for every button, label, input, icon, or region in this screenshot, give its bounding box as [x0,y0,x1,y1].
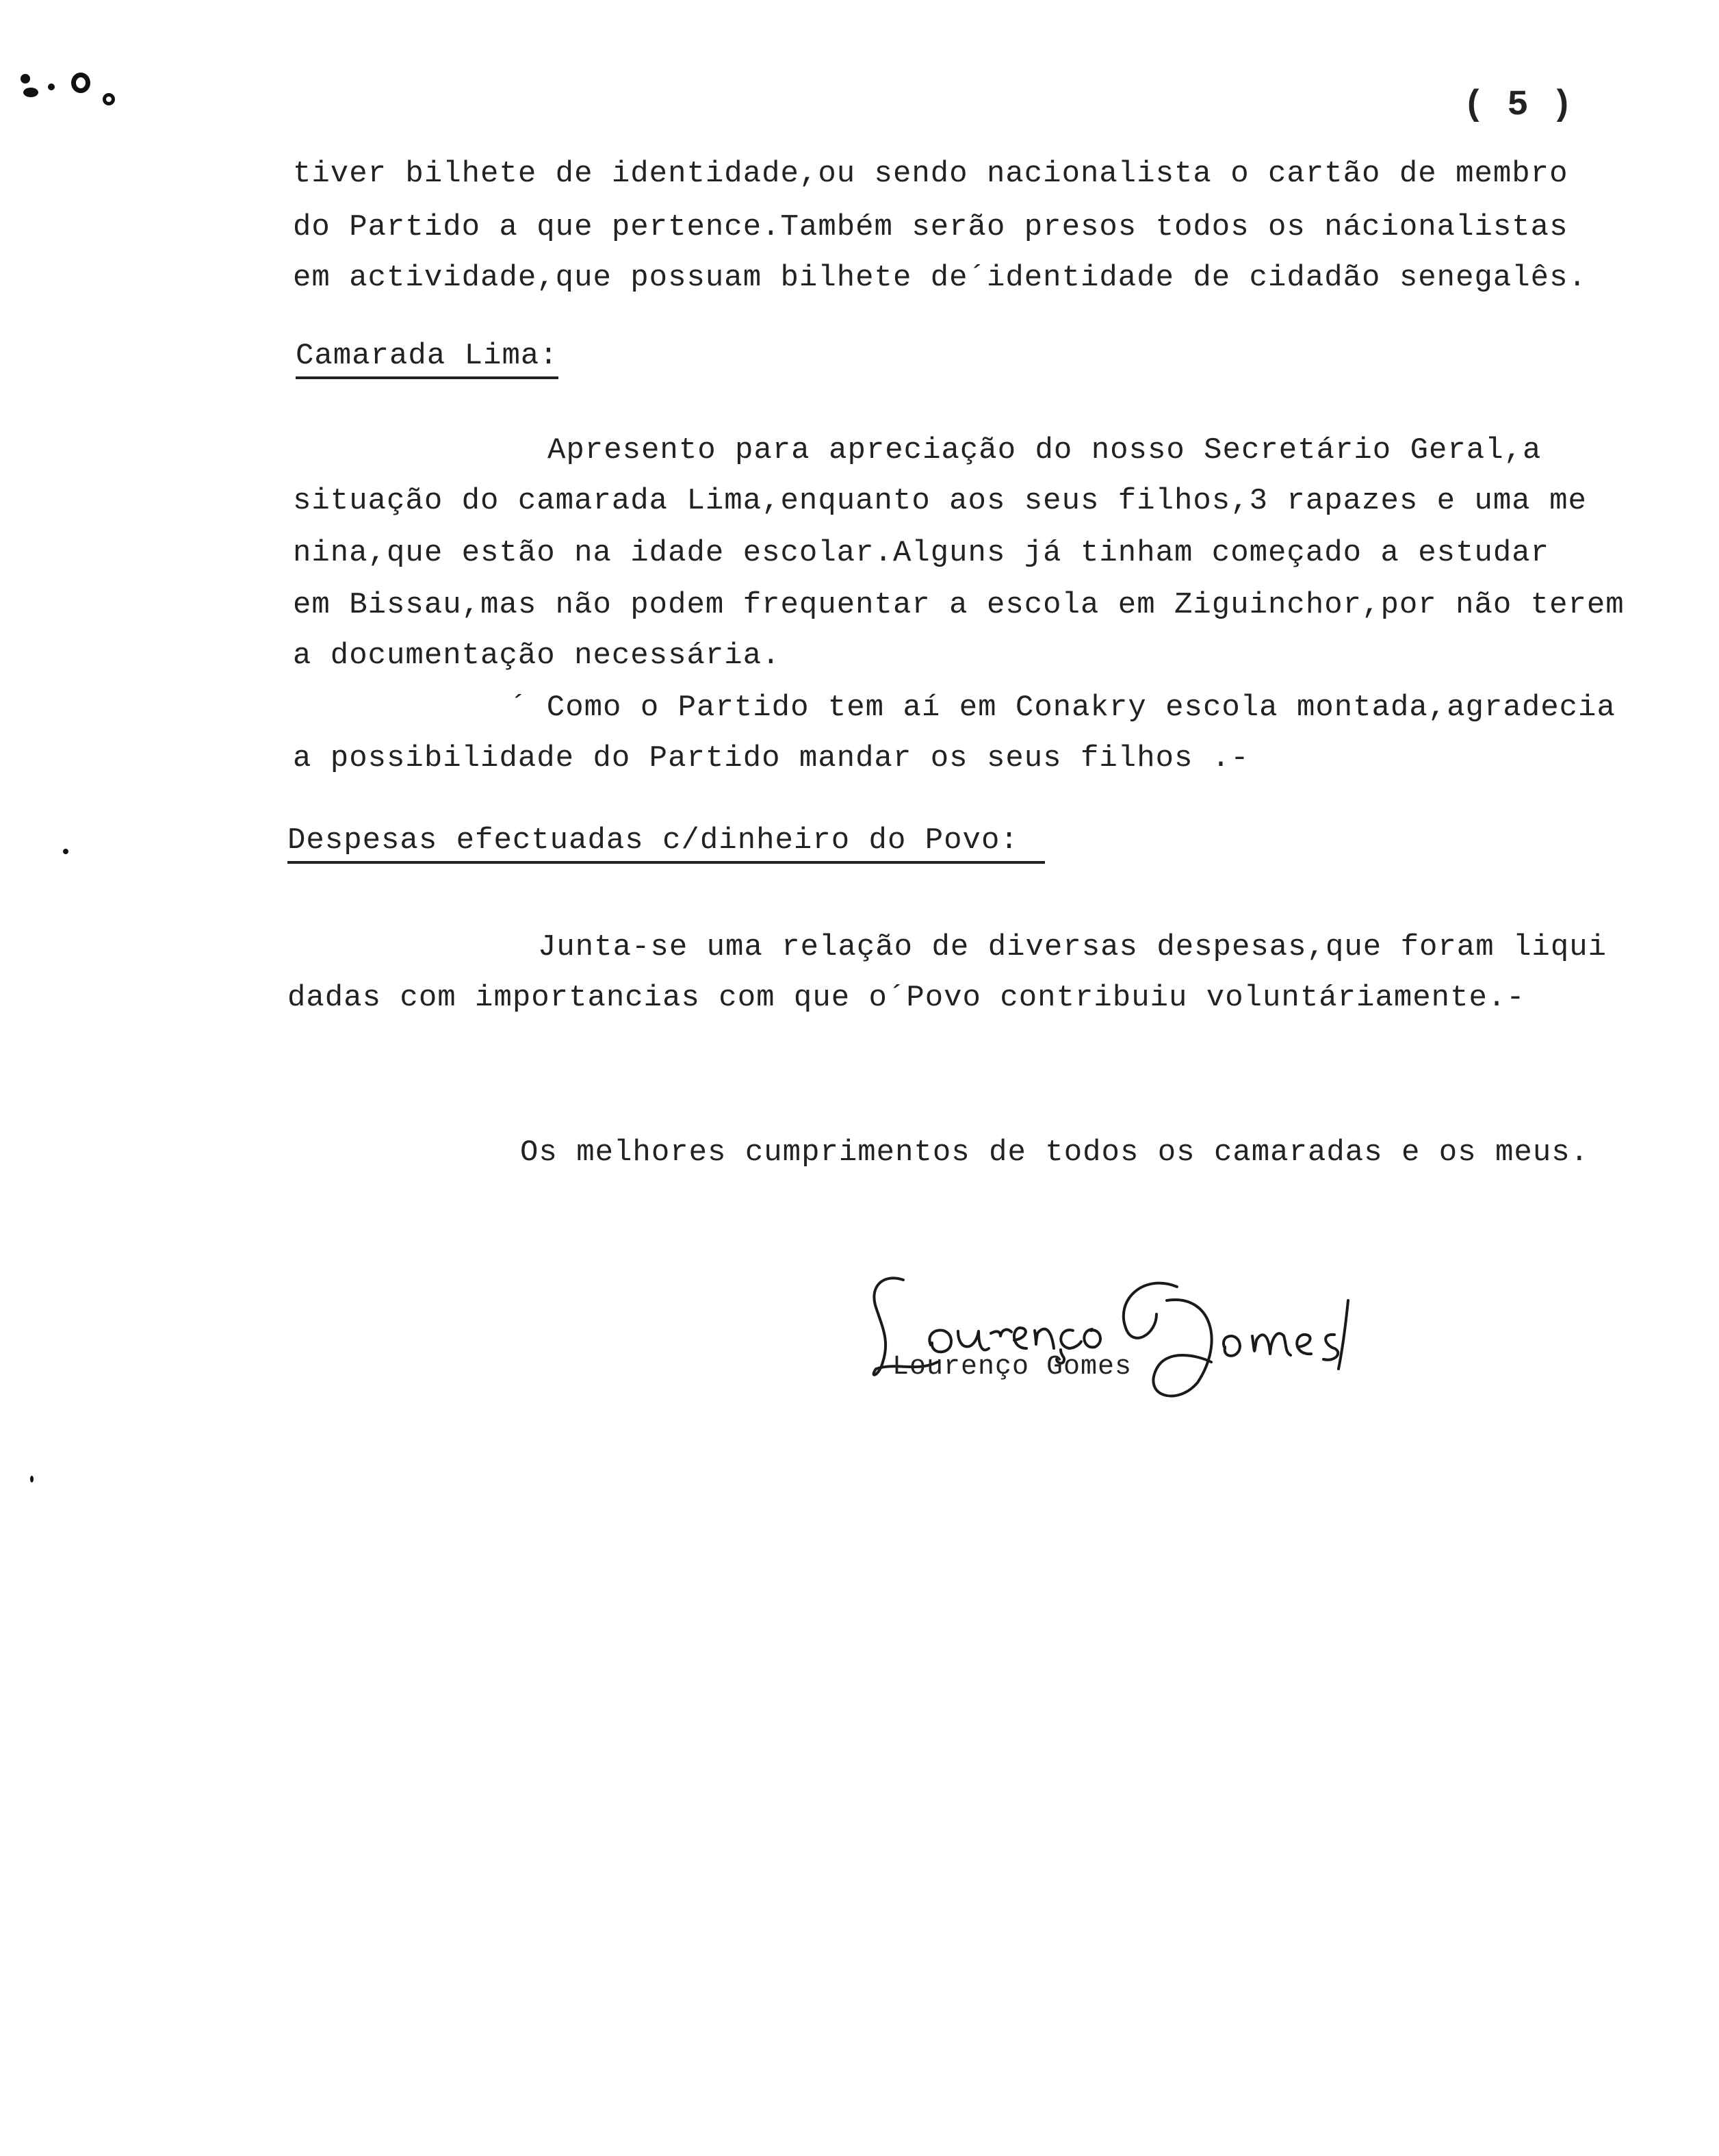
scan-mark [48,84,55,90]
handwritten-signature [855,1259,1375,1417]
body-line: situação do camarada Lima,enquanto aos seus filhos,3 rapazes e uma me [293,484,1587,518]
body-line: em actividade,que possuam bilhete de´identidade de cidadão senegalês. [293,261,1587,295]
scan-mark [71,73,90,93]
closing-line: Os melhores cumprimentos de todos os camaradas e os meus. [520,1135,1590,1170]
body-line: Junta-se uma relação de diversas despesas,que foram liqui [538,930,1607,964]
scan-mark [63,849,68,854]
body-line: Apresento para apreciação do nosso Secretário Geral,a [547,433,1542,467]
body-line: ´ Como o Partido tem aí em Conakry escola montada,agradecia [509,691,1616,725]
typed-name: Lourenço Gomes [892,1352,1133,1383]
scan-mark [103,93,115,105]
body-line: a possibilidade do Partido mandar os seus filhos .- [293,741,1250,775]
page-number: ( 5 ) [1463,85,1574,125]
body-line: em Bissau,mas não podem frequentar a escola em Ziguinchor,por não terem [293,588,1625,622]
body-line: do Partido a que pertence.Também serão presos todos os nácionalistas [293,210,1568,244]
body-line: nina,que estão na idade escolar.Alguns já tinham começado a estudar [293,536,1550,570]
section-heading-despesas: Despesas efectuadas c/dinheiro do Povo: [287,825,1045,864]
body-line: dadas com importancias com que o´Povo contribuiu voluntáriamente.- [287,981,1525,1015]
scan-mark [21,74,30,84]
body-line: a documentação necessária. [293,639,781,673]
body-line: tiver bilhete de identidade,ou sendo nacionalista o cartão de membro [293,157,1568,191]
scan-mark [30,1476,34,1483]
section-heading-camarada-lima: Camarada Lima: [296,341,558,379]
scan-mark [23,88,38,97]
